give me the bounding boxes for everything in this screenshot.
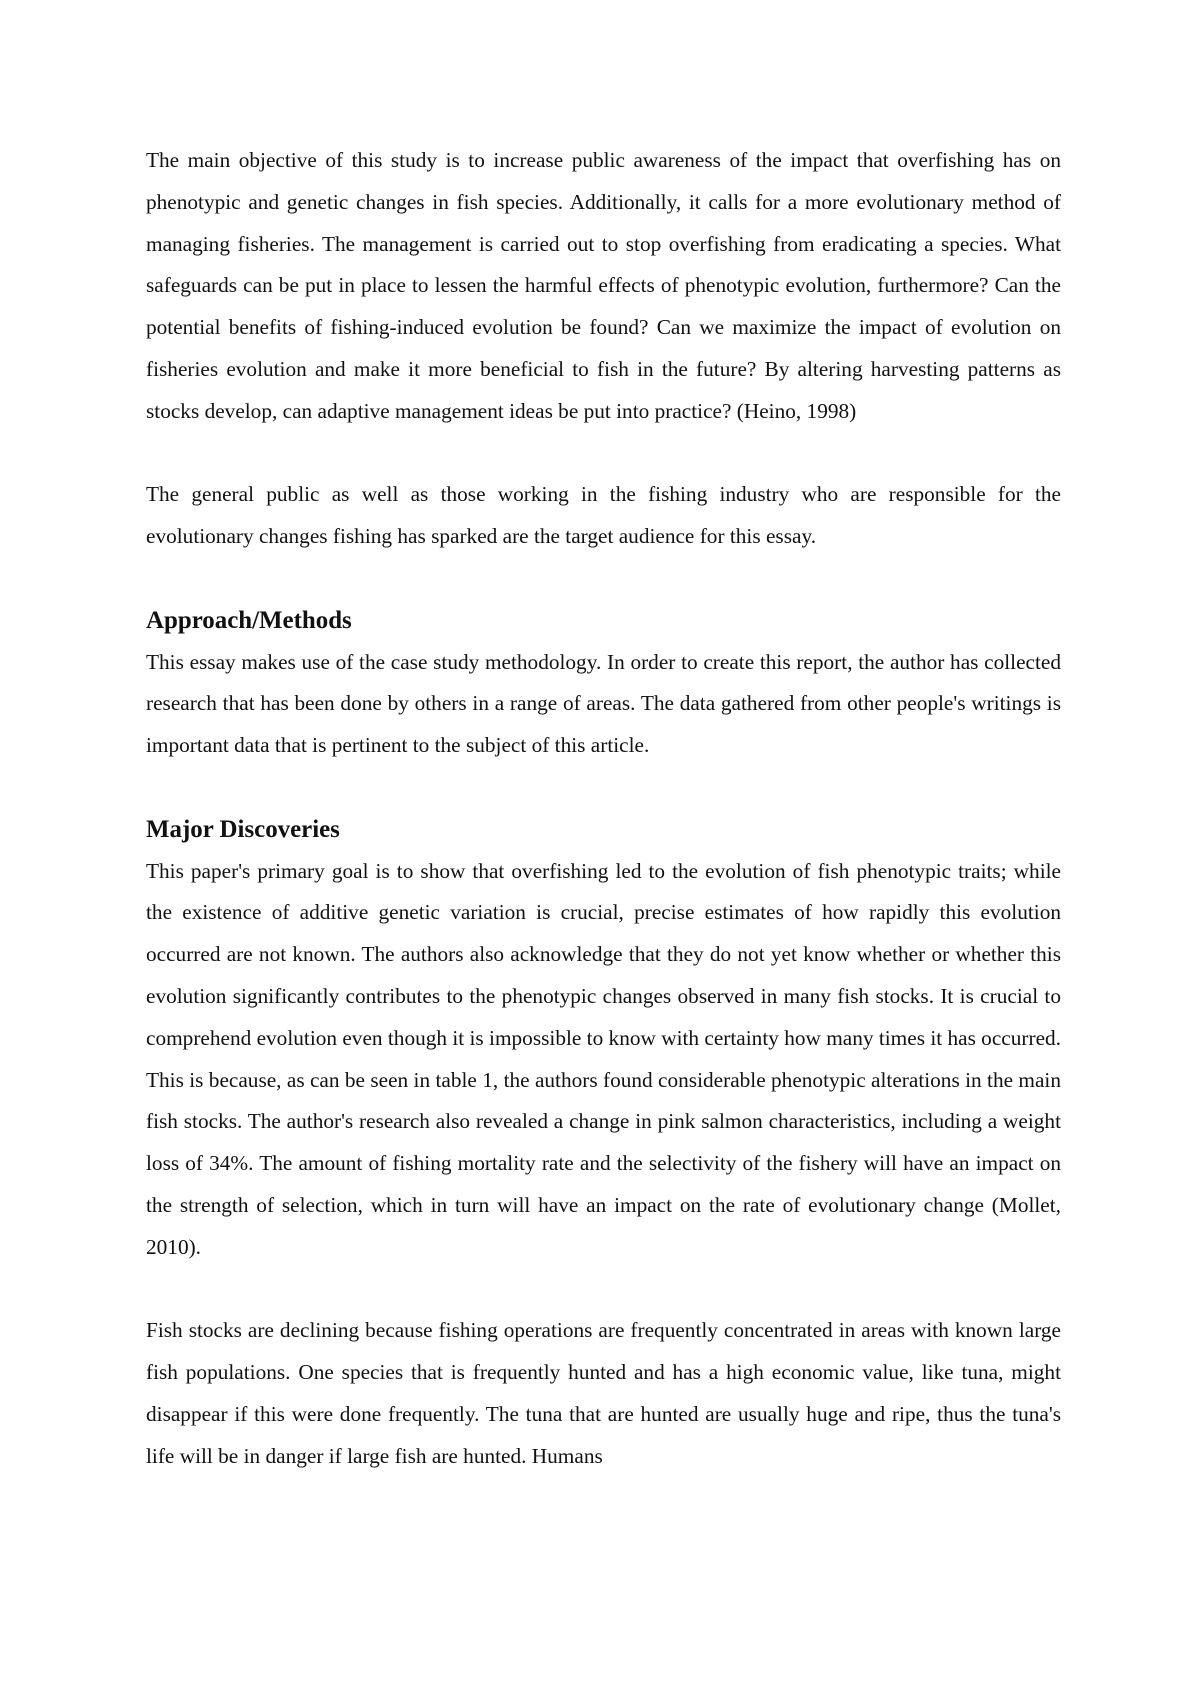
paragraph-fish-stocks: Fish stocks are declining because fishing operations are frequently concentrated in areas with known large fish populations. One species that is frequently hunted and has a high economic value, like tuna, might disappear if this were done frequently. The tuna that are hunted are usually huge and ripe, thus the tuna's life will be in danger if large fish are hunted. Humans (146, 1318, 1061, 1468)
heading-approach-methods: Approach/Methods (146, 606, 352, 634)
paragraph-discoveries: This paper's primary goal is to show that overfishing led to the evolution of fish phenotypic traits; while the existence of additive genetic variation is crucial, precise estimates of how rapidly this evolution occurred are not known. The authors also acknowledge that they do not yet know whether or whether this evolution significantly contributes to the phenotypic changes observed in many fish stocks. It is crucial to comprehend evolution even though it is impossible to know with certainty how many times it has occurred. This is because, as can be seen in table 1, the authors found considerable phenotypic alterations in the main fish stocks. The author's research also revealed a change in pink salmon characteristics, including a weight loss of 34%. The amount of fishing mortality rate and the selectivity of the fishery will have an impact on the strength of selection, which in turn will have an impact on the rate of evolutionary change (Mollet, 2010). (146, 858, 1061, 1259)
heading-major-discoveries: Major Discoveries (146, 815, 340, 843)
paragraph-methods: This essay makes use of the case study methodology. In order to create this report, the author has collected research that has been done by others in a range of areas. The data gathered from other people's writings is important data that is pertinent to the subject of this article. (146, 649, 1061, 758)
paragraph-target-audience: The general public as well as those working in the fishing industry who are responsible for the evolutionary changes fishing has sparked are the target audience for this essay. (146, 482, 1061, 549)
document-page (146, 140, 1061, 1478)
paragraph-objective: The main objective of this study is to increase public awareness of the impact that overfishing has on phenotypic and genetic changes in fish species. Additionally, it calls for a more evolutionary method of managing fisheries. The management is carried out to stop overfishing from eradicating a species. What safeguards can be put in place to lessen the harmful effects of phenotypic evolution, furthermore? Can the potential benefits of fishing-induced evolution be found? Can we maximize the impact of evolution on fisheries evolution and make it more beneficial to fish in the future? By altering harvesting patterns as stocks develop, can adaptive management ideas be put into practice? (Heino, 1998) (146, 148, 1061, 423)
